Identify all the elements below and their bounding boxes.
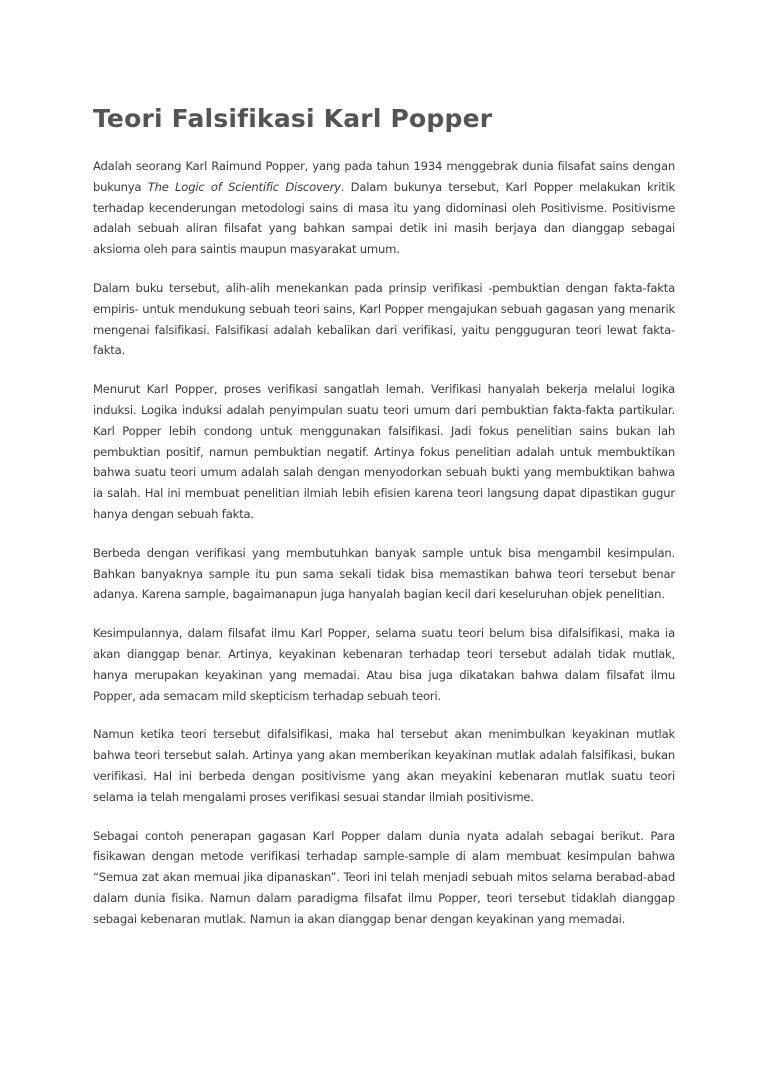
paragraph-intro-text-end: . Dalam bukunya tersebut, Karl Popper melakukan kritik terhadap kecenderungan metodologi sains di masa itu yang didominasi oleh Positivisme. Positivisme adalah sebuah aliran filsafat yang bahkan sampai detik ini masih berjaya dan dianggap sebagai aksioma oleh para saintis maupun masyarakat umum. — [93, 179, 676, 257]
paragraph-conclusion: Kesimpulannya, dalam filsafat ilmu Karl Popper, selama suatu teori belum bisa difalsifikasi, maka ia akan dianggap benar. Artinya, keyakinan kebenaran terhadap teori tersebut adalah tidak mutlak, hanya merupakan keyakinan yang memadai. Atau bisa juga dikatakan bahwa dalam filsafat ilmu Popper, ada semacam mild skepticism terhadap sebuah teori. — [93, 626, 675, 703]
document-body — [93, 103, 675, 948]
paragraph-intro-text-start: Adalah seorang Karl Raimund Popper, yang pada tahun 1934 menggebrak dunia filsafat sains dengan bukunya — [93, 159, 675, 194]
document-title: Teori Falsifikasi Karl Popper — [93, 104, 493, 133]
book-title: The Logic of Scientific Discovery — [147, 179, 341, 194]
paragraph-verification-weakness: Menurut Karl Popper, proses verifikasi sangatlah lemah. Verifikasi hanyalah bekerja melalui logika induksi. Logika induksi adalah penyimpulan suatu teori umum dari pembuktian fakta-fakta partikular. Karl Popper lebih condong untuk menggunakan falsifikasi. Jadi fokus penelitian sains bukan lah pembuktian positif, namun pembuktian negatif. Artinya fokus penelitian adalah untuk membuktikan bahwa suatu teori umum adalah salah dengan menyodorkan sebuah bukti yang membuktikan bahwa ia salah. Hal ini membuat penelitian ilmiah lebih efisien karena teori langsung dapat dipastikan gugur hanya dengan sebuah fakta. — [93, 382, 675, 521]
paragraph-absolute-certainty: Namun ketika teori tersebut difalsifikasi, maka hal tersebut akan menimbulkan keyakinan mutlak bahwa teori tersebut salah. Artinya yang akan memberikan keyakinan mutlak adalah falsifikasi, bukan verifikasi. Hal ini berbeda dengan positivisme yang akan meyakini kebenaran mutlak suatu teori selama ia telah mengalami proses verifikasi sesuai standar ilmiah positivisme. — [93, 727, 675, 804]
paragraph-example: Sebagai contoh penerapan gagasan Karl Popper dalam dunia nyata adalah sebagai berikut. Para fisikawan dengan metode verifikasi terhadap sample-sample di alam membuat kesimpulan bahwa “Semua zat akan memuai jika dipanaskan”. Teori ini telah menjadi sebuah mitos selama berabad-abad dalam dunia fisika. Namun dalam paradigma filsafat ilmu Popper, teori tersebut tidaklah dianggap sebagai kebenaran mutlak. Namun ia akan dianggap benar dengan keyakinan yang memadai. — [93, 828, 675, 926]
paragraph-intro — [93, 156, 675, 260]
paragraph-sample-limitation: Berbeda dengan verifikasi yang membutuhkan banyak sample untuk bisa mengambil kesimpulan. Bahkan banyaknya sample itu pun sama sekali tidak bisa memastikan bahwa teori tersebut benar adanya. Karena sample, bagaimanapun juga hanyalah bagian kecil dari keseluruhan objek penelitian. — [93, 545, 675, 602]
paragraph-falsification-definition: Dalam buku tersebut, alih-alih menekankan pada prinsip verifikasi -pembuktian dengan fakta-fakta empiris- untuk mendukung sebuah teori sains, Karl Popper mengajukan sebuah gagasan yang menarik mengenai falsifikasi. Falsifikasi adalah kebalikan dari verifikasi, yaitu pengguguran teori lewat fakta-fakta. — [93, 280, 675, 358]
